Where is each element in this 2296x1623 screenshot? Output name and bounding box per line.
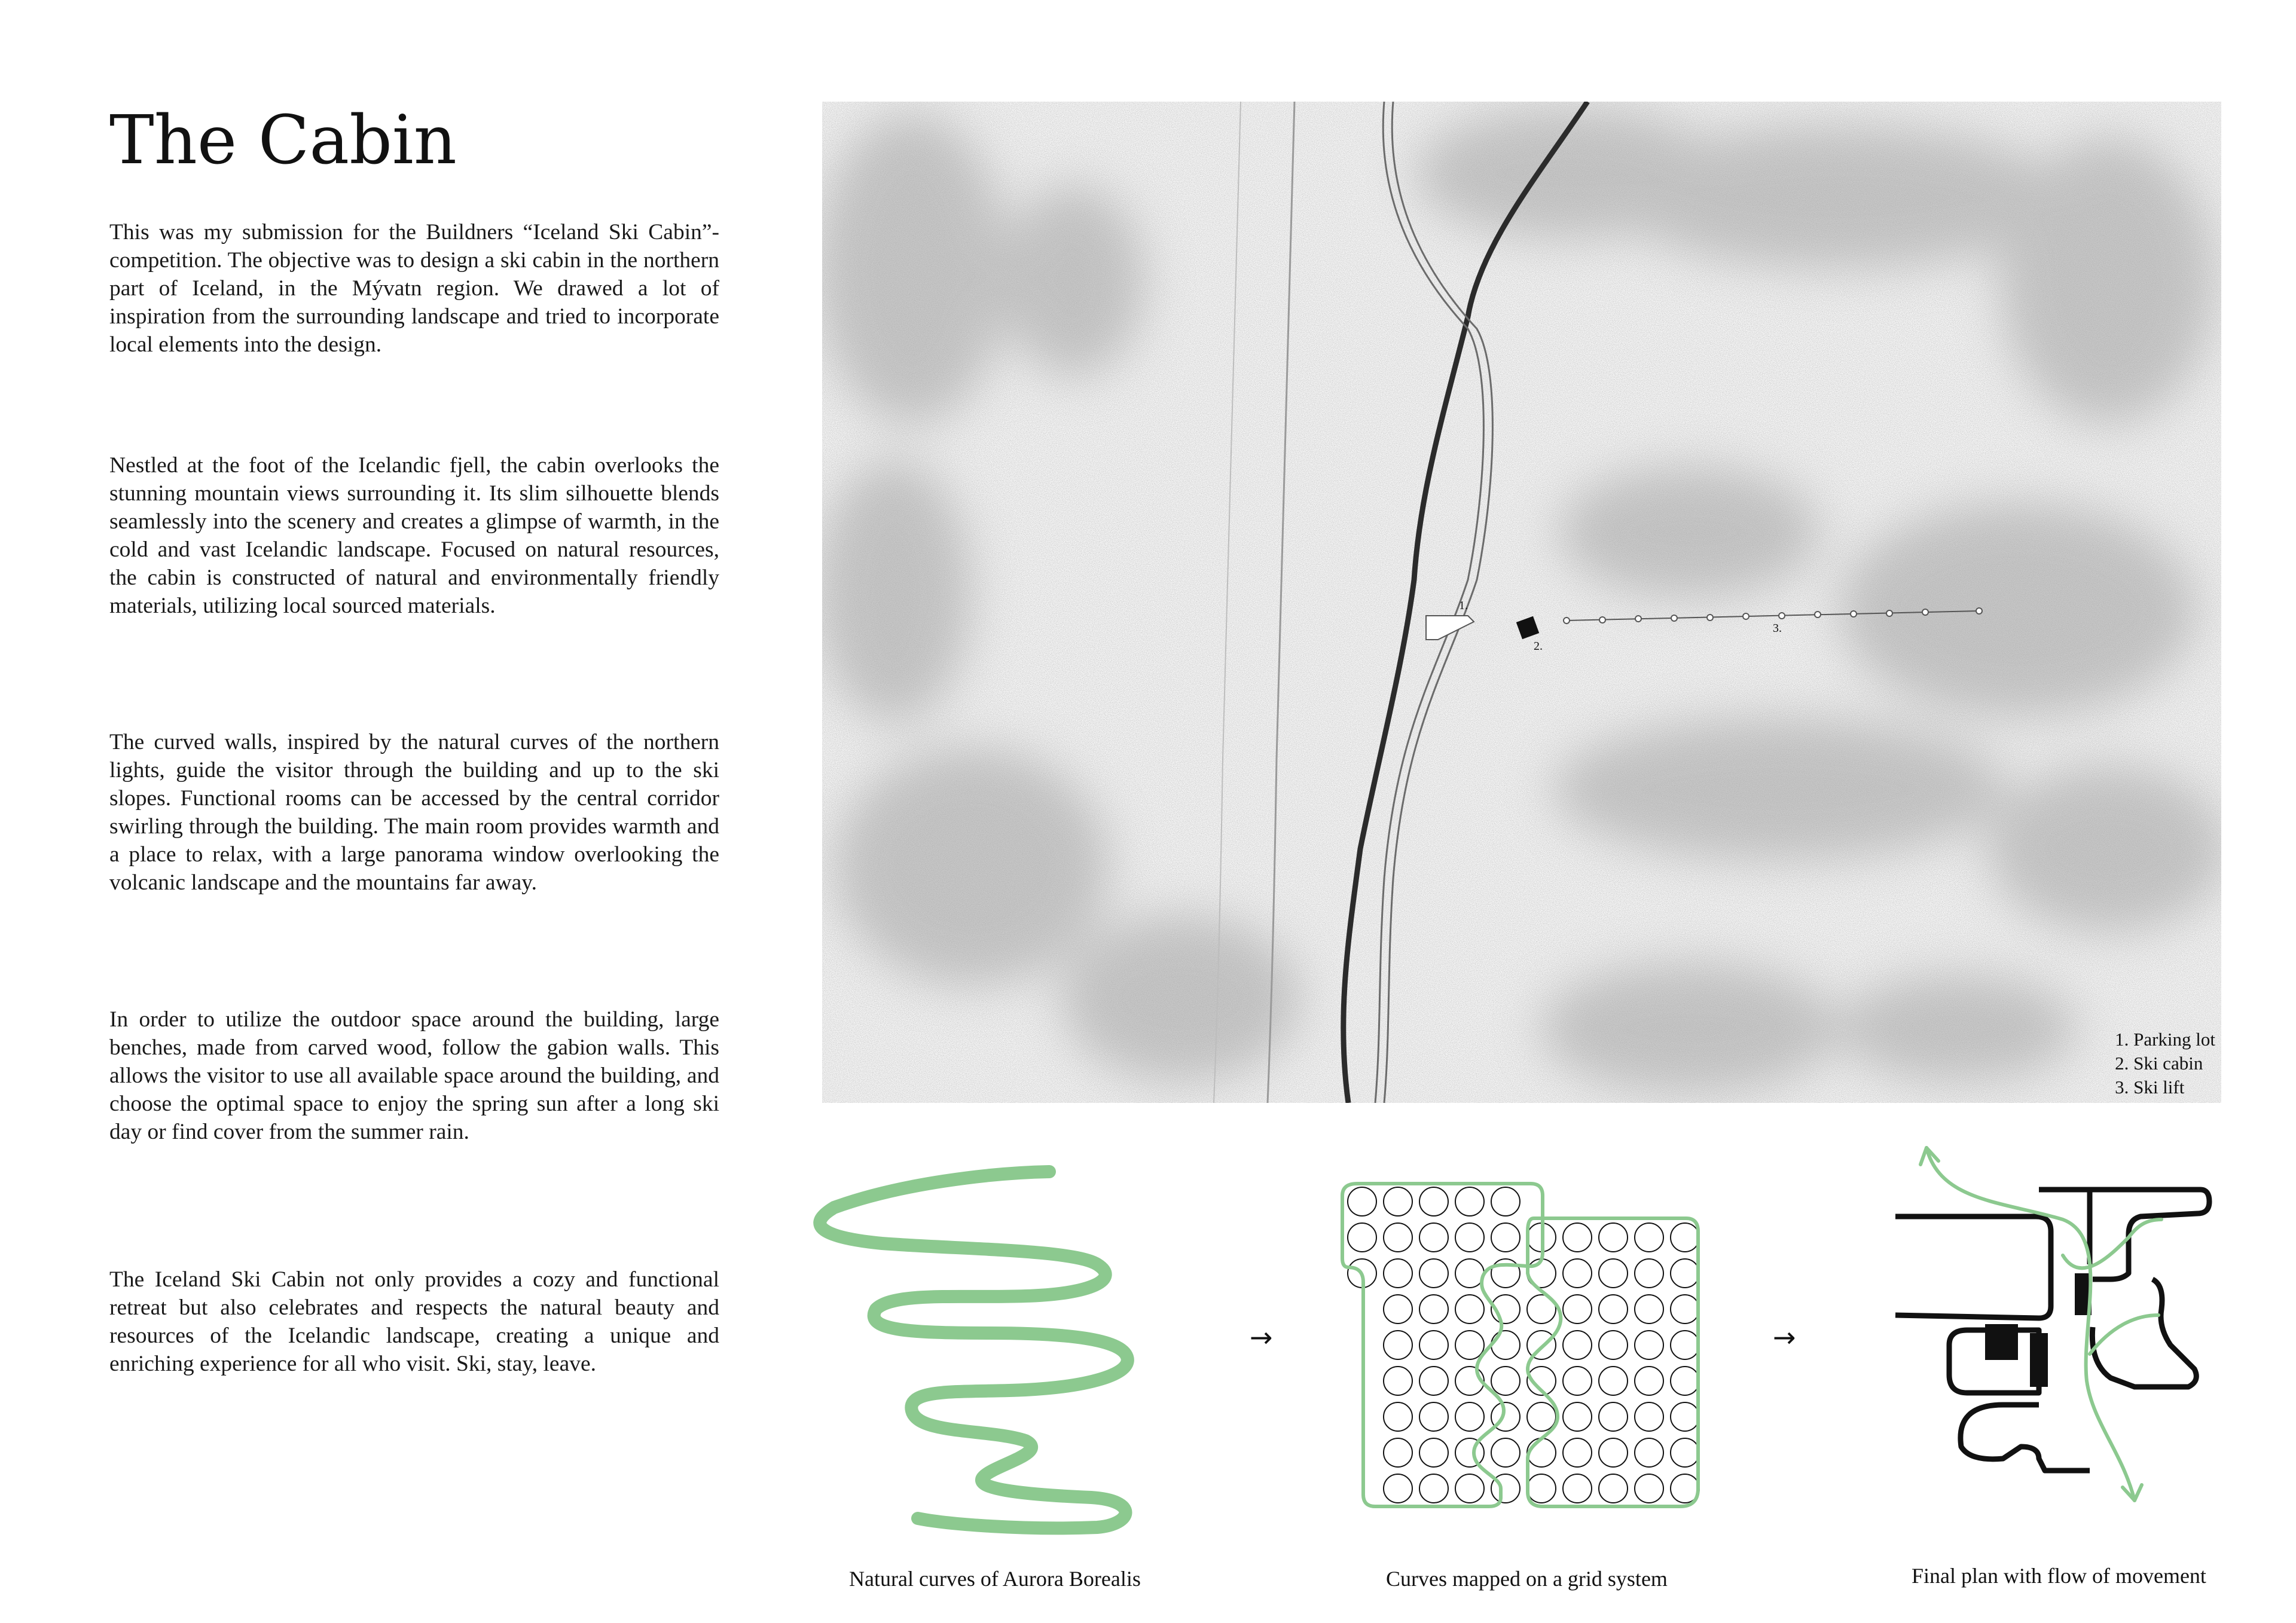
grid-circle bbox=[1491, 1438, 1520, 1467]
legend-item-lift: 3. Ski lift bbox=[2115, 1077, 2185, 1098]
curved-walls-paragraph: The curved walls, inspired by the natural curves of the northern lights, guide the visitor through the building and up to the ski slopes. Functional rooms can be accessed by the central corridor swirling through the building. The main room provides warmth and a place to relax, with a large panorama window overlooking the volcanic landscape and the mountains far away. bbox=[109, 730, 719, 895]
grid-circle bbox=[1671, 1367, 1699, 1395]
grid-circle bbox=[1563, 1474, 1592, 1503]
grid-circle bbox=[1671, 1259, 1699, 1288]
grid-circle bbox=[1384, 1331, 1412, 1359]
grid-circle bbox=[1671, 1438, 1699, 1467]
grid-circle bbox=[1671, 1223, 1699, 1252]
grid-circle bbox=[1455, 1402, 1484, 1431]
grid-circle bbox=[1599, 1259, 1628, 1288]
grid-circle bbox=[1635, 1295, 1663, 1324]
location-paragraph: Nestled at the foot of the Icelandic fjell, the cabin overlooks the stunning mountain views surrounding it. Its slim silhouette blends seamlessly into the scenery and creates a glimpse of warmth, in the cold and vast Icelandic landscape. Focused on natural resources, the cabin is constructed of natural and environmentally friendly materials, utilizing local sourced materials. bbox=[109, 453, 719, 618]
grid-circle bbox=[1527, 1474, 1556, 1503]
grid-circle bbox=[1563, 1223, 1592, 1252]
grid-circle bbox=[1384, 1295, 1412, 1324]
arrow-icon-1: → bbox=[1250, 1321, 1273, 1353]
marker-lift: 3. bbox=[1773, 622, 1782, 635]
intro-paragraph: This was my submission for the Buildners “Iceland Ski Cabin”- competition. The objective was to design a ski cabin in the northern part of Iceland, in the Mývatn region. We drawed a lot of inspiration from the surrounding landscape and tried to incorporate local elements into the design. bbox=[109, 220, 719, 357]
grid-circle bbox=[1491, 1187, 1520, 1216]
grid-circle bbox=[1563, 1367, 1592, 1395]
grid-circle bbox=[1419, 1331, 1448, 1359]
grid-circle bbox=[1635, 1438, 1663, 1467]
grid-circle bbox=[1419, 1223, 1448, 1252]
map-legend bbox=[2115, 1028, 2215, 1099]
grid-circle bbox=[1348, 1223, 1376, 1252]
grid-circle bbox=[1384, 1438, 1412, 1467]
grid-circle bbox=[1563, 1438, 1592, 1467]
legend-item-parking: 1. Parking lot bbox=[2115, 1029, 2215, 1050]
caption-aurora: Natural curves of Aurora Borealis bbox=[849, 1567, 1141, 1591]
site-map bbox=[822, 102, 2221, 1103]
grid-circle bbox=[1455, 1438, 1484, 1467]
grid-circle bbox=[1348, 1187, 1376, 1216]
aurora-curve-diagram bbox=[810, 1160, 1193, 1548]
grid-circle bbox=[1635, 1259, 1663, 1288]
site-map-drawing bbox=[822, 102, 2221, 1103]
grid-circle bbox=[1599, 1474, 1628, 1503]
grid-circle bbox=[1455, 1187, 1484, 1216]
page-title: The Cabin bbox=[109, 102, 457, 179]
mapped-curve-2 bbox=[1528, 1218, 1698, 1506]
grid-circle bbox=[1384, 1402, 1412, 1431]
closing-paragraph: The Iceland Ski Cabin not only provides a cozy and functional retreat but also celebrates and respects the natural beauty and resources of the Icelandic landscape, creating a unique and enriching experience for all who visit. Ski, stay, leave. bbox=[109, 1267, 719, 1376]
grid-circle bbox=[1599, 1438, 1628, 1467]
grid-circle bbox=[1419, 1259, 1448, 1288]
grid-circle bbox=[1419, 1367, 1448, 1395]
grid-circle bbox=[1563, 1295, 1592, 1324]
grid-circle bbox=[1491, 1223, 1520, 1252]
legend-item-cabin: 2. Ski cabin bbox=[2115, 1053, 2203, 1074]
grid-system-diagram bbox=[1339, 1178, 1710, 1512]
grid-circle bbox=[1384, 1259, 1412, 1288]
grid-circle bbox=[1384, 1367, 1412, 1395]
marker-parking: 1. bbox=[1459, 599, 1468, 612]
grid-circle bbox=[1419, 1474, 1448, 1503]
caption-grid: Curves mapped on a grid system bbox=[1386, 1567, 1668, 1591]
flow-of-movement bbox=[1921, 1148, 2161, 1500]
grid-circle bbox=[1455, 1295, 1484, 1324]
grid-circle bbox=[1635, 1367, 1663, 1395]
grid-circle bbox=[1527, 1331, 1556, 1359]
grid-circle bbox=[1671, 1295, 1699, 1324]
aurora-curve bbox=[820, 1172, 1128, 1528]
grid-circle bbox=[1455, 1223, 1484, 1252]
plan-walls bbox=[1895, 1190, 2209, 1471]
grid-circle bbox=[1455, 1331, 1484, 1359]
grid-circle bbox=[1599, 1331, 1628, 1359]
grid-circle bbox=[1419, 1187, 1448, 1216]
grid-circle bbox=[1671, 1331, 1699, 1359]
grid-circle bbox=[1384, 1474, 1412, 1503]
grid-circle bbox=[1599, 1367, 1628, 1395]
mapped-curve bbox=[1342, 1184, 1543, 1506]
grid-circles bbox=[1348, 1187, 1699, 1503]
grid-circle bbox=[1455, 1259, 1484, 1288]
grid-circle bbox=[1491, 1367, 1520, 1395]
grid-circle bbox=[1563, 1259, 1592, 1288]
grid-circle bbox=[1419, 1402, 1448, 1431]
grid-circle bbox=[1455, 1474, 1484, 1503]
grid-circle bbox=[1671, 1402, 1699, 1431]
grid-circle bbox=[1419, 1295, 1448, 1324]
caption-final-plan: Final plan with flow of movement bbox=[1912, 1564, 2206, 1588]
grid-circle bbox=[1563, 1402, 1592, 1431]
grid-circle bbox=[1599, 1295, 1628, 1324]
grid-circle bbox=[1635, 1402, 1663, 1431]
grid-circle bbox=[1635, 1223, 1663, 1252]
grid-circle bbox=[1527, 1438, 1556, 1467]
arrow-icon-2: → bbox=[1773, 1321, 1796, 1353]
final-plan-diagram bbox=[1883, 1136, 2218, 1518]
grid-circle bbox=[1527, 1402, 1556, 1431]
grid-circle bbox=[1599, 1223, 1628, 1252]
grid-circle bbox=[1599, 1402, 1628, 1431]
outdoor-space-paragraph: In order to utilize the outdoor space around the building, large benches, made from carved wood, follow the gabion walls. This allows the visitor to use all available space around the building, and choose the optimal space to enjoy the spring sun after a long ski day or find cover from the summer rain. bbox=[109, 1007, 719, 1144]
grid-circle bbox=[1563, 1331, 1592, 1359]
grid-circle bbox=[1384, 1187, 1412, 1216]
grid-circle bbox=[1635, 1331, 1663, 1359]
grid-circle bbox=[1419, 1438, 1448, 1467]
grid-circle bbox=[1491, 1331, 1520, 1359]
grid-circle bbox=[1635, 1474, 1663, 1503]
marker-cabin: 2. bbox=[1534, 640, 1543, 653]
grid-circle bbox=[1384, 1223, 1412, 1252]
